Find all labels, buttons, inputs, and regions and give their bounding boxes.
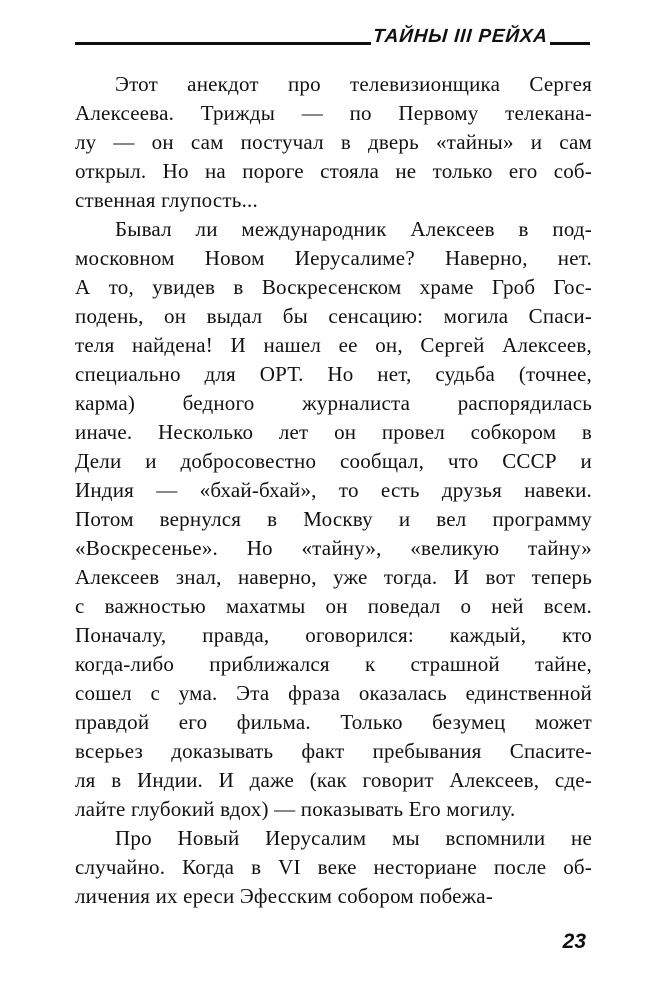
- header-rule-right: [550, 42, 590, 45]
- text-line: с важностью махатмы он поведал о ней всем.: [75, 594, 592, 618]
- text-line: правдой его фильма. Только безумец может: [75, 710, 592, 734]
- text-line: лайте глубокий вдох) — показывать Его могилу.: [75, 797, 516, 821]
- text-line: всерьез доказывать факт пребывания Спасите-: [75, 739, 592, 763]
- text-line: Дели и добросовестно сообщал, что СССР и: [75, 449, 592, 473]
- text-line: А то, увидев в Воскресенском храме Гроб Гос-: [75, 275, 592, 299]
- text-line: Алексеев знал, наверно, уже тогда. И вот теперь: [75, 565, 592, 589]
- text-line: случайно. Когда в VI веке несториане после об-: [75, 855, 592, 879]
- text-line: Индия — «бхай-бхай», то есть друзья навеки.: [75, 478, 592, 502]
- text-line: Потом вернулся в Москву и вел программу: [75, 507, 592, 531]
- text-line: московном Новом Иерусалиме? Наверно, нет.: [75, 246, 592, 270]
- text-line: карма) бедного журналиста распорядилась: [75, 391, 592, 415]
- text-body: [75, 70, 592, 911]
- header-rule-left: [75, 42, 371, 45]
- text-line: Алексеева. Трижды — по Первому телекана-: [75, 101, 592, 125]
- text-line: Этот анекдот про телевизионщика Сергея: [115, 72, 592, 96]
- page-number: 23: [562, 930, 586, 953]
- text-line: специально для ОРТ. Но нет, судьба (точнее,: [75, 362, 592, 386]
- text-line: сошел с ума. Эта фраза оказалась единственной: [75, 681, 592, 705]
- running-head-title: ТАЙНЫ III РЕЙХА: [372, 26, 549, 47]
- text-line: «Воскресенье». Но «тайну», «великую тайну»: [75, 536, 592, 560]
- text-line: личения их ереси Эфесским собором побежа-: [75, 884, 494, 908]
- text-line: подень, он выдал бы сенсацию: могила Спаси-: [75, 304, 592, 328]
- paragraph: [75, 70, 592, 215]
- text-line: Про Новый Иерусалим мы вспомнили не: [115, 826, 592, 850]
- text-line: ственная глупость...: [75, 188, 258, 212]
- text-line: лу — он сам постучал в дверь «тайны» и сам: [75, 130, 592, 154]
- text-line: ля в Индии. И даже (как говорит Алексеев, сде-: [75, 768, 592, 792]
- text-line: Бывал ли международник Алексеев в под-: [115, 217, 592, 241]
- text-line: открыл. Но на пороге стояла не только его соб-: [75, 159, 592, 183]
- text-line: теля найдена! И нашел ее он, Сергей Алексеев,: [75, 333, 592, 357]
- paragraph: [75, 215, 592, 824]
- running-head: [75, 26, 590, 48]
- text-line: иначе. Несколько лет он провел собкором в: [75, 420, 592, 444]
- text-line: Поначалу, правда, оговорился: каждый, кто: [75, 623, 592, 647]
- text-line: когда-либо приближался к страшной тайне,: [75, 652, 592, 676]
- paragraph: [75, 824, 592, 911]
